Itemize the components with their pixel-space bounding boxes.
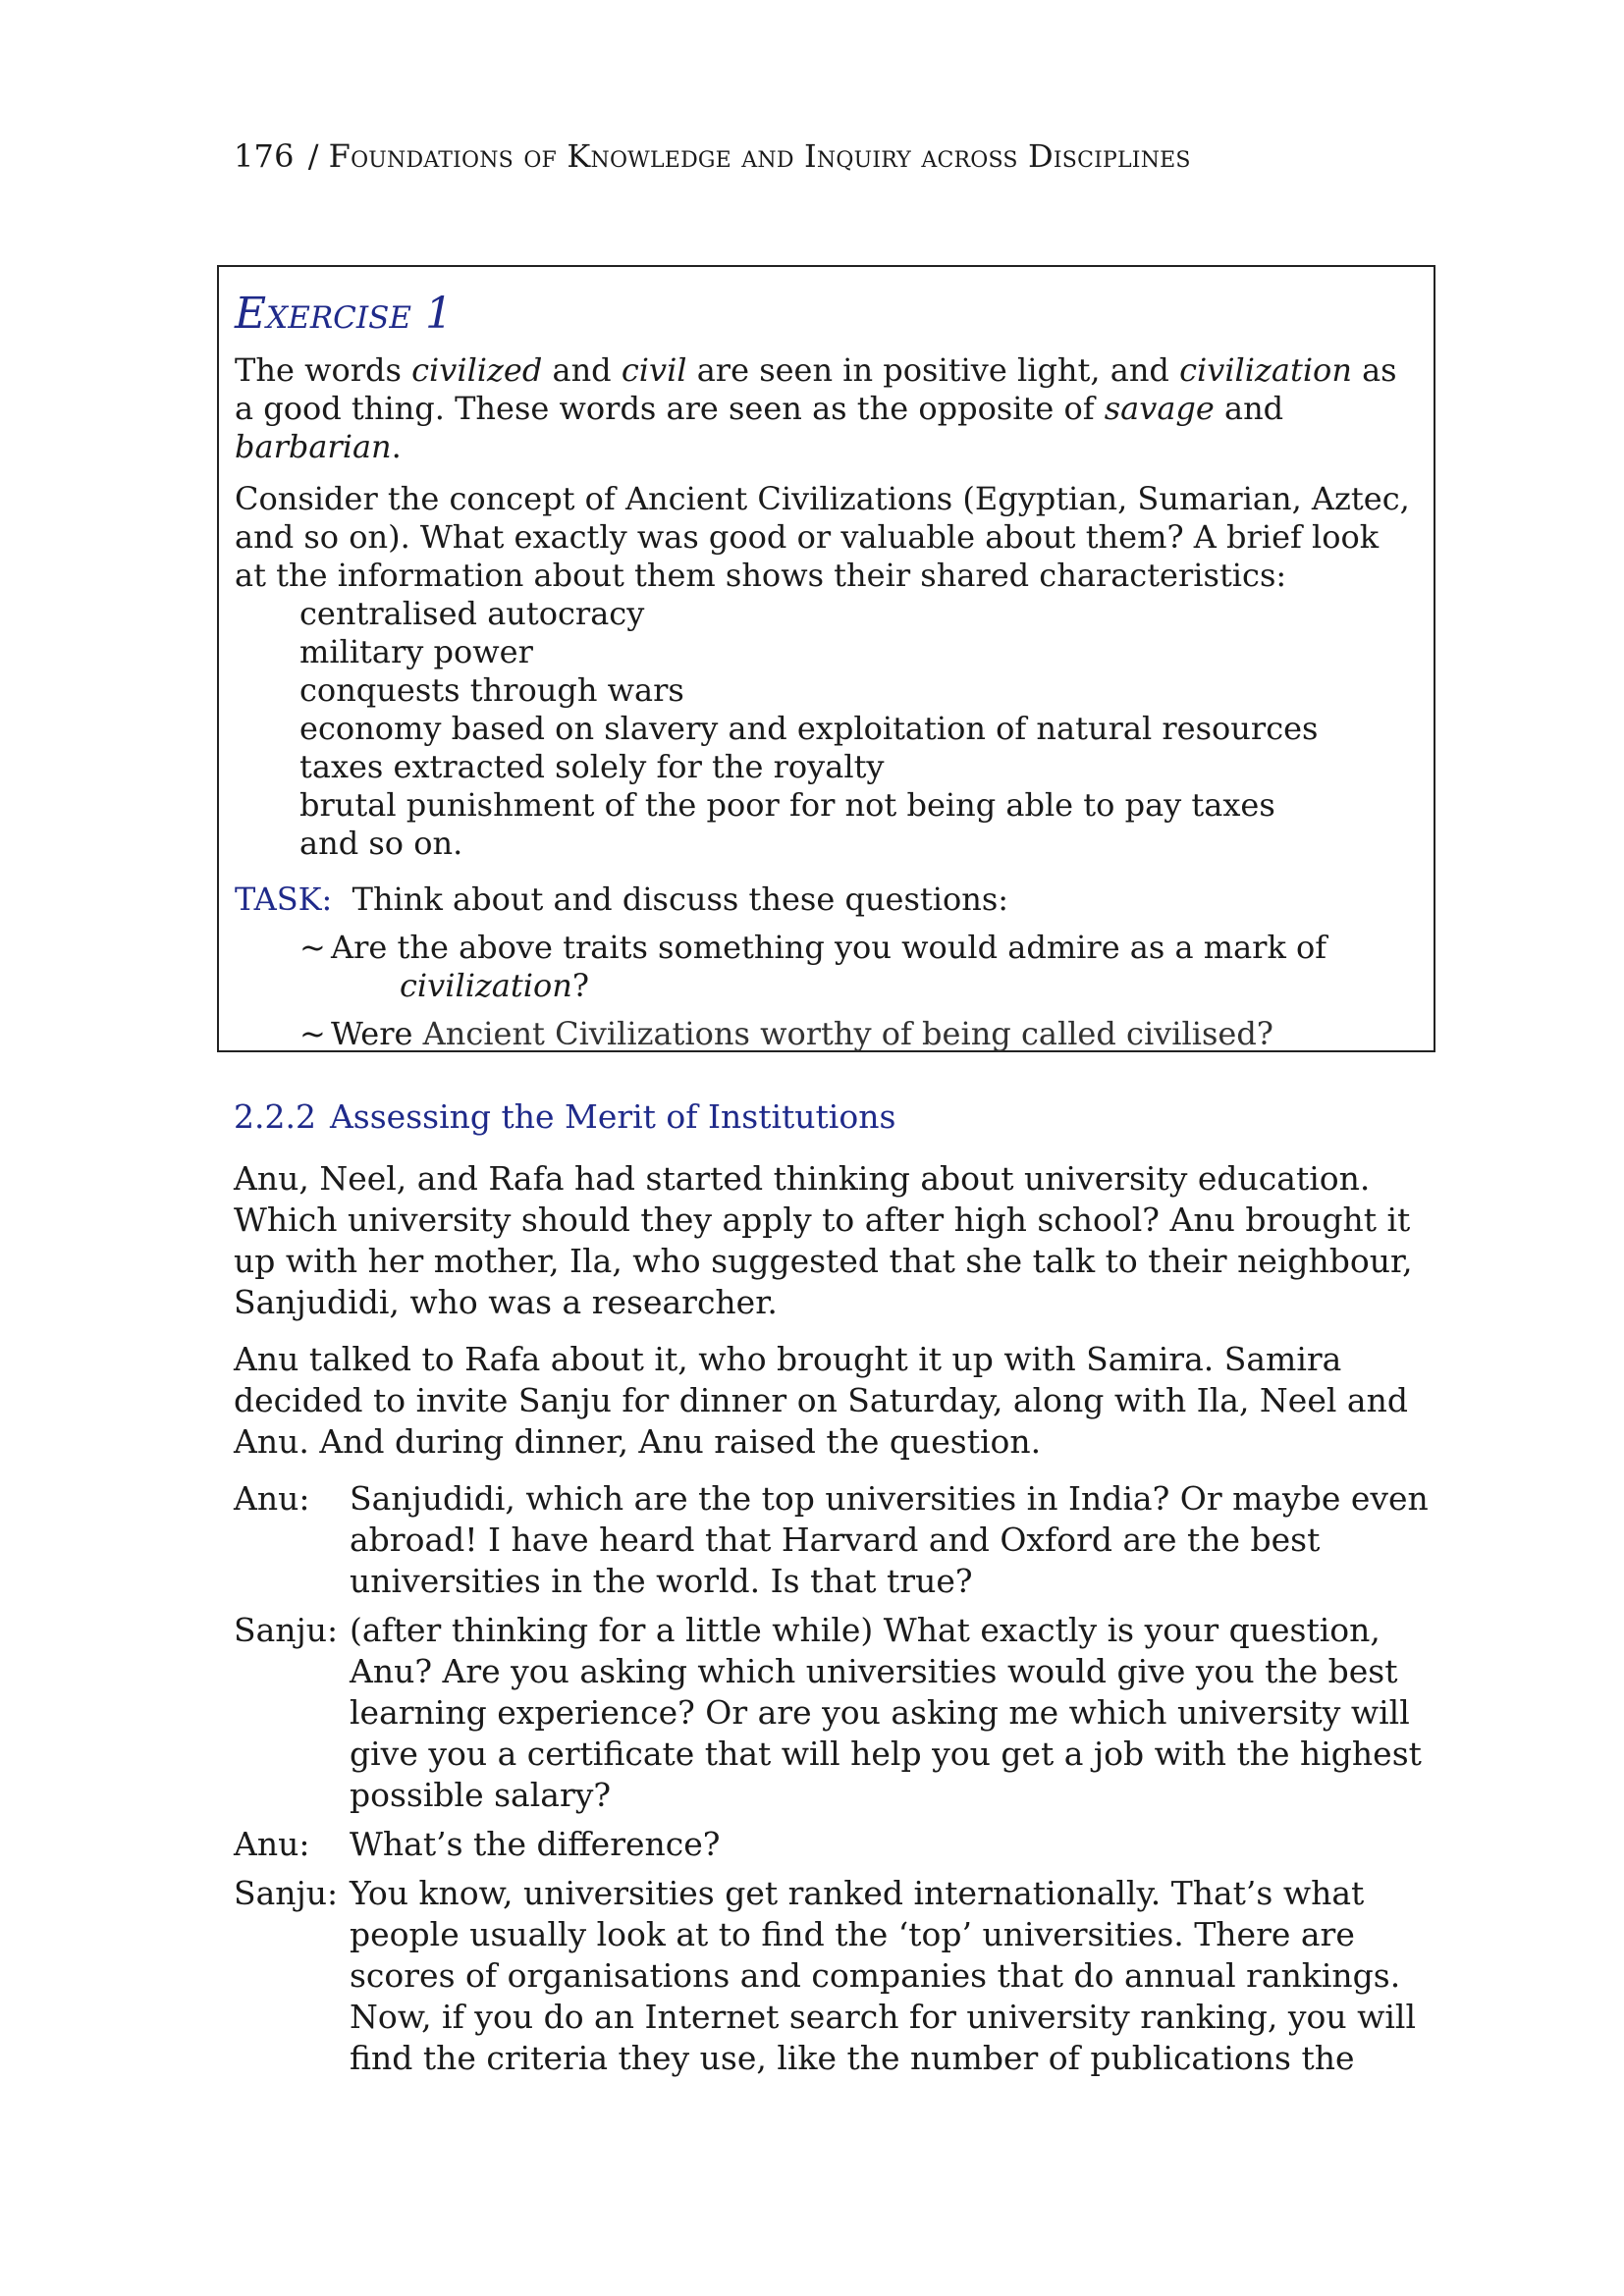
text-run: and — [542, 351, 622, 389]
italic-term: civilization — [1179, 351, 1352, 389]
section-heading — [234, 1097, 895, 1136]
italic-term: savage — [1104, 390, 1215, 427]
trait-item: economy based on slavery and exploitation of natural resources — [299, 710, 1319, 747]
question-text: Ancient Civilizations worthy of being called civilised? — [422, 1015, 1273, 1052]
tilde-bullet: ~ — [299, 929, 326, 966]
text-run: ? — [571, 967, 589, 1004]
italic-term: barbarian — [235, 428, 392, 465]
trait-item: brutal punishment of the poor for not being able to pay taxes — [299, 786, 1275, 824]
dialogue-line — [234, 1478, 1432, 1602]
running-title: Foundations of Knowledge and Inquiry across Disciplines — [328, 137, 1191, 175]
speaker-label: Anu: — [234, 1479, 310, 1518]
dialogue-text: (after thinking for a little while) What exactly is your question, Anu? Are you asking which universities would give you the best learning experience? Or are you asking me which university will give you a certificate that will help you get a job with the highest possible salary? — [350, 1611, 1422, 1814]
running-header — [234, 137, 1191, 175]
task-line — [235, 881, 1416, 919]
trait-item: and so on. — [299, 825, 463, 862]
tilde-bullet: ~ — [299, 1015, 326, 1052]
text-run: . — [391, 428, 402, 465]
body-paragraph: Anu talked to Rafa about it, who brought it up with Samira. Samira decided to invite Sanju for dinner on Saturday, along with Ila, Neel and Anu. And during dinner, Anu raised the question. — [234, 1340, 1408, 1461]
traits-list — [235, 595, 1416, 863]
text-run: are seen in positive light, and — [686, 351, 1180, 389]
italic-term: civilization — [400, 967, 572, 1004]
trait-item: conquests through wars — [299, 671, 684, 709]
trait-item: centralised autocracy — [299, 595, 645, 632]
task-label: TASK: — [235, 881, 333, 918]
dialogue-text: You know, universities get ranked internationally. That’s what people usually look at to find the ‘top’ universities. There are scores of organisations and companies that do annual rankings. Now, if you do an Internet search for university ranking, you will find the criteria they use, like the number of publications the — [350, 1874, 1417, 2077]
italic-term: civil — [621, 351, 687, 389]
dialogue-line — [234, 1824, 1432, 1865]
question-item — [299, 1015, 1416, 1053]
trait-item: taxes extracted solely for the royalty — [299, 748, 885, 785]
text-run: and — [1214, 390, 1284, 427]
section-title: Assessing the Merit of Institutions — [329, 1097, 896, 1136]
exercise-box — [217, 265, 1435, 1052]
page-number: 176 — [234, 137, 295, 175]
dialogue-line — [234, 1610, 1432, 1816]
dialogue-line — [234, 1873, 1432, 2079]
section-number: 2.2.2 — [234, 1097, 316, 1136]
task-text: Think about and discuss these questions: — [352, 881, 1009, 918]
dialogue-text: Sanjudidi, which are the top universities in India? Or maybe even abroad! I have heard that Harvard and Oxford are the best universities in the world. Is that true? — [350, 1479, 1429, 1600]
speaker-label: Sanju: — [234, 1611, 339, 1649]
body-paragraph: Anu, Neel, and Rafa had started thinking about university education. Which university should they apply to after high school? Anu brought it up with her mother, Ila, who suggested that she talk to their neighbour, Sanjudidi, who was a researcher. — [234, 1159, 1413, 1321]
text-run: The words — [235, 351, 412, 389]
dialogue — [234, 1478, 1432, 2079]
question-text: Were — [331, 1015, 423, 1052]
header-separator: / — [307, 137, 319, 175]
dialogue-text: What’s the difference? — [350, 1825, 721, 1863]
body-text — [234, 1158, 1432, 2087]
trait-item: military power — [299, 633, 533, 670]
question-text: Are the above traits something you would admire as a mark of — [331, 929, 1327, 966]
exercise-paragraph-1 — [235, 351, 1416, 466]
exercise-paragraph-2: Consider the concept of Ancient Civilizations (Egyptian, Sumarian, Aztec, and so on). What exactly was good or valuable about them? A brief look at the information about them shows their shared characteristics: — [235, 480, 1410, 594]
speaker-label: Anu: — [234, 1825, 310, 1863]
exercise-title: Exercise 1 — [235, 289, 453, 339]
text-run: as a good thing. These words are seen as the opposite of — [235, 351, 1397, 427]
italic-term: civilized — [411, 351, 543, 389]
speaker-label: Sanju: — [234, 1874, 339, 1912]
question-list — [235, 929, 1416, 1053]
question-item — [299, 929, 1416, 1005]
